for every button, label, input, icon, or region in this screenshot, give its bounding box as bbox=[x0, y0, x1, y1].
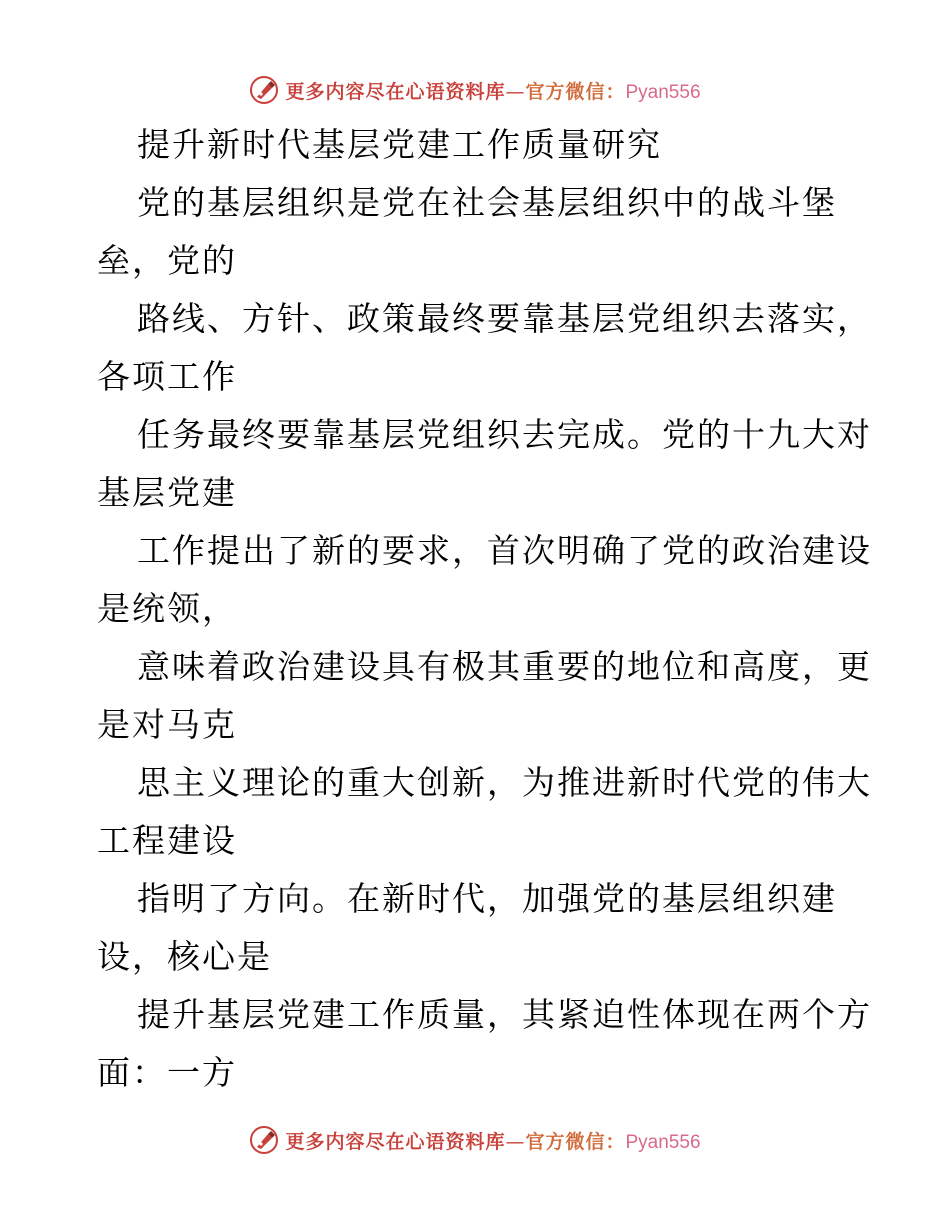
footer-watermark bbox=[0, 1122, 950, 1158]
document-line: 是对马克 bbox=[97, 705, 237, 744]
document-line: 工作提出了新的要求，首次明确了党的政治建设 bbox=[137, 531, 872, 570]
header-watermark bbox=[0, 72, 950, 108]
document-line: 是统领， bbox=[97, 589, 237, 628]
watermark-official-label: 官方微信： bbox=[525, 1130, 626, 1153]
pen-nib-logo-icon bbox=[249, 1125, 279, 1155]
document-line: 提升基层党建工作质量，其紧迫性体现在两个方 bbox=[137, 995, 872, 1034]
document-line: 基层党建 bbox=[97, 473, 237, 512]
document-line: 思主义理论的重大创新，为推进新时代党的伟大 bbox=[137, 763, 872, 802]
document-line: 路线、方针、政策最终要靠基层党组织去落实， bbox=[137, 299, 872, 338]
document-line: 工程建设 bbox=[97, 821, 237, 860]
document-line: 任务最终要靠基层党组织去完成。党的十九大对 bbox=[137, 415, 872, 454]
document-line: 提升新时代基层党建工作质量研究 bbox=[137, 125, 662, 164]
watermark-text bbox=[285, 77, 700, 104]
document-body bbox=[97, 116, 872, 1102]
document-line: 面：一方 bbox=[97, 1053, 237, 1092]
document-line: 各项工作 bbox=[97, 357, 237, 396]
watermark-brand: 更多内容尽在心语资料库 bbox=[285, 1130, 506, 1153]
document-line: 意味着政治建设具有极其重要的地位和高度，更 bbox=[137, 647, 872, 686]
watermark-wechat-id: Pyan556 bbox=[625, 81, 701, 103]
pen-nib-logo-icon bbox=[249, 75, 279, 105]
watermark-dash: — bbox=[505, 80, 526, 103]
document-line: 指明了方向。在新时代，加强党的基层组织建 bbox=[137, 879, 837, 918]
watermark-brand: 更多内容尽在心语资料库 bbox=[285, 80, 506, 103]
document-line: 设，核心是 bbox=[97, 937, 272, 976]
document-line: 党的基层组织是党在社会基层组织中的战斗堡 bbox=[137, 183, 837, 222]
document-line: 垒，党的 bbox=[97, 241, 237, 280]
watermark-official-label: 官方微信： bbox=[525, 80, 626, 103]
watermark-dash: — bbox=[505, 1130, 526, 1153]
watermark-text bbox=[285, 1127, 700, 1154]
watermark-wechat-id: Pyan556 bbox=[625, 1131, 701, 1153]
